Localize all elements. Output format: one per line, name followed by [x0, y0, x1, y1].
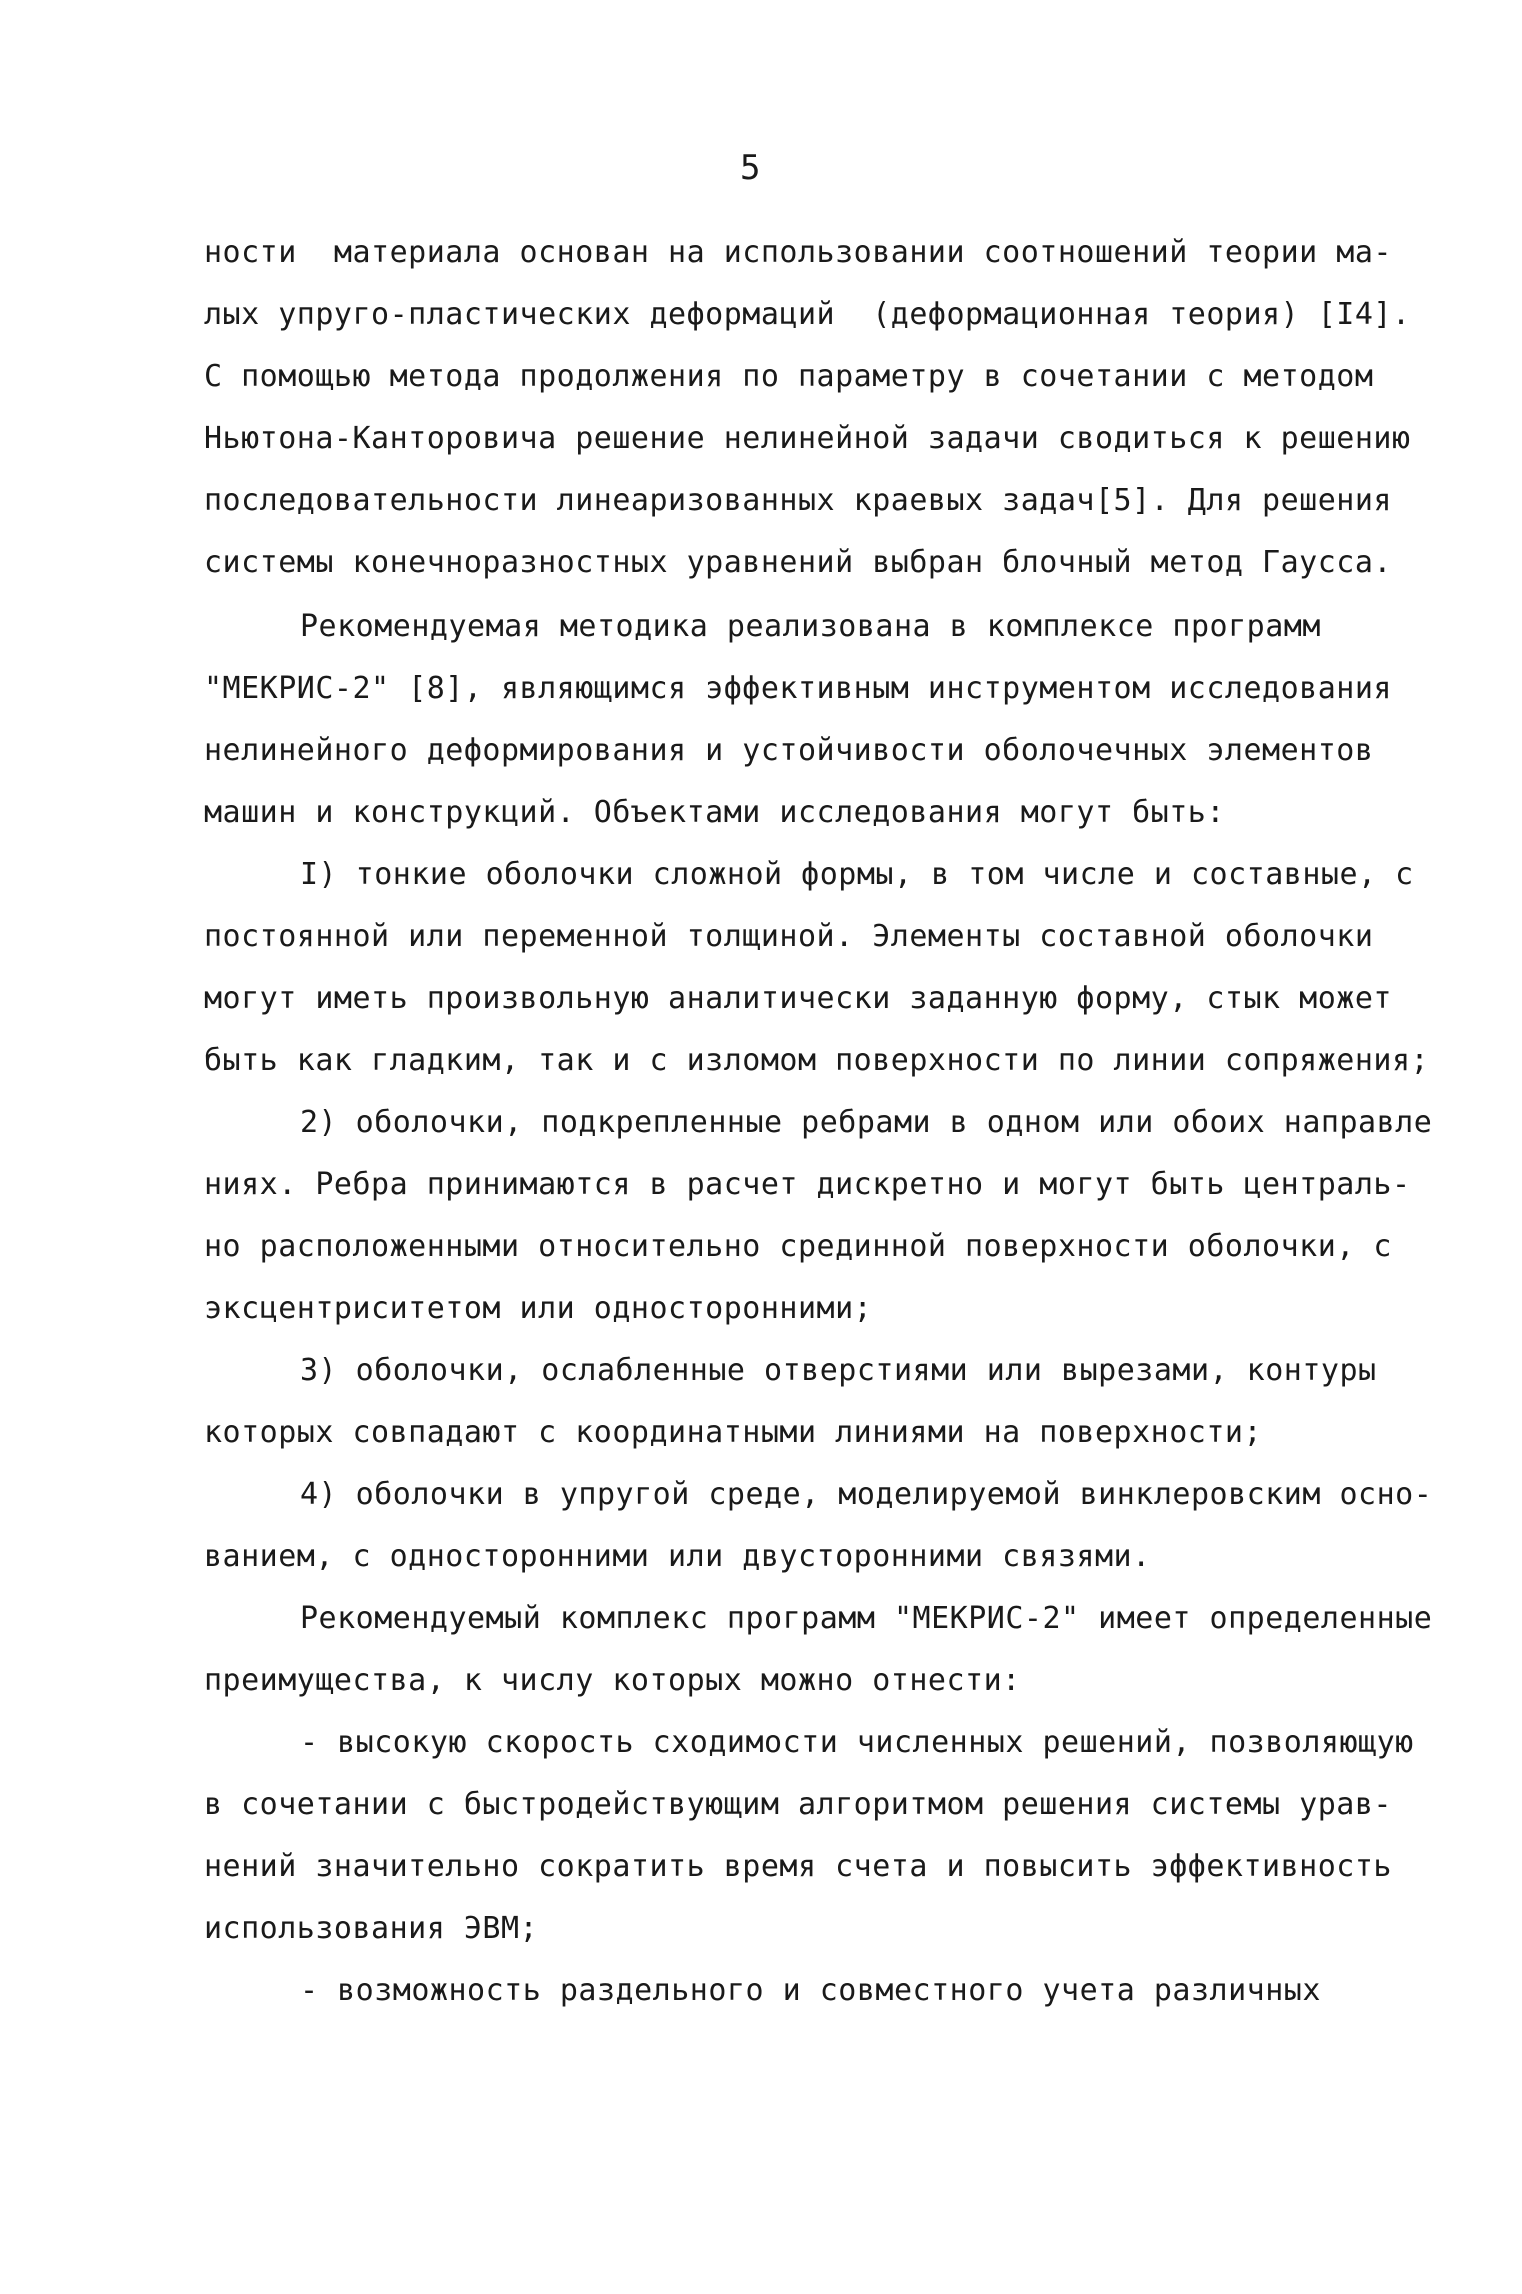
bullet-item-line: - высокую скорость сходимости численных решений, позволяющую	[300, 1725, 1414, 1760]
text-line: быть как гладким, так и с изломом поверхности по линии сопряжения;	[204, 1043, 1430, 1078]
list-item-2-line: 2) оболочки, подкрепленные ребрами в одном или обоих направле	[300, 1105, 1433, 1140]
text-line: постоянной или переменной толщиной. Элементы составной оболочки	[204, 919, 1374, 954]
text-line: лых упруго-пластических деформаций (деформационная теория) [I4].	[204, 297, 1411, 332]
list-item-3-line: 3) оболочки, ослабленные отверстиями или вырезами, контуры	[300, 1353, 1377, 1388]
text-line: последовательности линеаризованных краевых задач[5]. Для решения	[204, 483, 1392, 518]
text-line: использования ЭВМ;	[204, 1911, 539, 1946]
text-line: ванием, с односторонними или двусторонними связями.	[204, 1539, 1151, 1574]
text-line: нелинейного деформирования и устойчивости оболочечных элементов	[204, 733, 1374, 768]
text-line: нений значительно сократить время счета и повысить эффективность	[204, 1849, 1392, 1884]
text-line: системы конечноразностных уравнений выбран блочный метод Гаусса.	[204, 545, 1392, 580]
text-line: преимущества, к числу которых можно отнести:	[204, 1663, 1021, 1698]
paragraph-start-line: Рекомендуемая методика реализована в комплексе программ	[300, 609, 1321, 644]
bullet-item-line: - возможность раздельного и совместного учета различных	[300, 1973, 1321, 2008]
text-line: эксцентриситетом или односторонними;	[204, 1291, 873, 1326]
text-line: "МЕКРИС-2" [8], являющимся эффективным инструментом исследования	[204, 671, 1392, 706]
text-line: в сочетании с быстродействующим алгоритмом решения системы урав-	[204, 1787, 1392, 1822]
text-line: могут иметь произвольную аналитически заданную форму, стык может	[204, 981, 1392, 1016]
paragraph-start-line: Рекомендуемый комплекс программ "МЕКРИС-2" имеет определенные	[300, 1601, 1433, 1636]
text-line: С помощью метода продолжения по параметру в сочетании с методом	[204, 359, 1374, 394]
list-item-1-line: I) тонкие оболочки сложной формы, в том числе и составные, с	[300, 857, 1414, 892]
page-number: 5	[740, 148, 761, 188]
text-line: Ньютона-Канторовича решение нелинейной задачи сводиться к решению	[204, 421, 1411, 456]
text-line: ности материала основан на использовании соотношений теории ма-	[204, 235, 1392, 270]
text-line: машин и конструкций. Объектами исследования могут быть:	[204, 795, 1225, 830]
list-item-4-line: 4) оболочки в упругой среде, моделируемой винклеровским осно-	[300, 1477, 1433, 1512]
text-line: которых совпадают с координатными линиями на поверхности;	[204, 1415, 1263, 1450]
text-line: но расположенными относительно срединной поверхности оболочки, с	[204, 1229, 1392, 1264]
text-line: ниях. Ребра принимаются в расчет дискретно и могут быть централь-	[204, 1167, 1411, 1202]
